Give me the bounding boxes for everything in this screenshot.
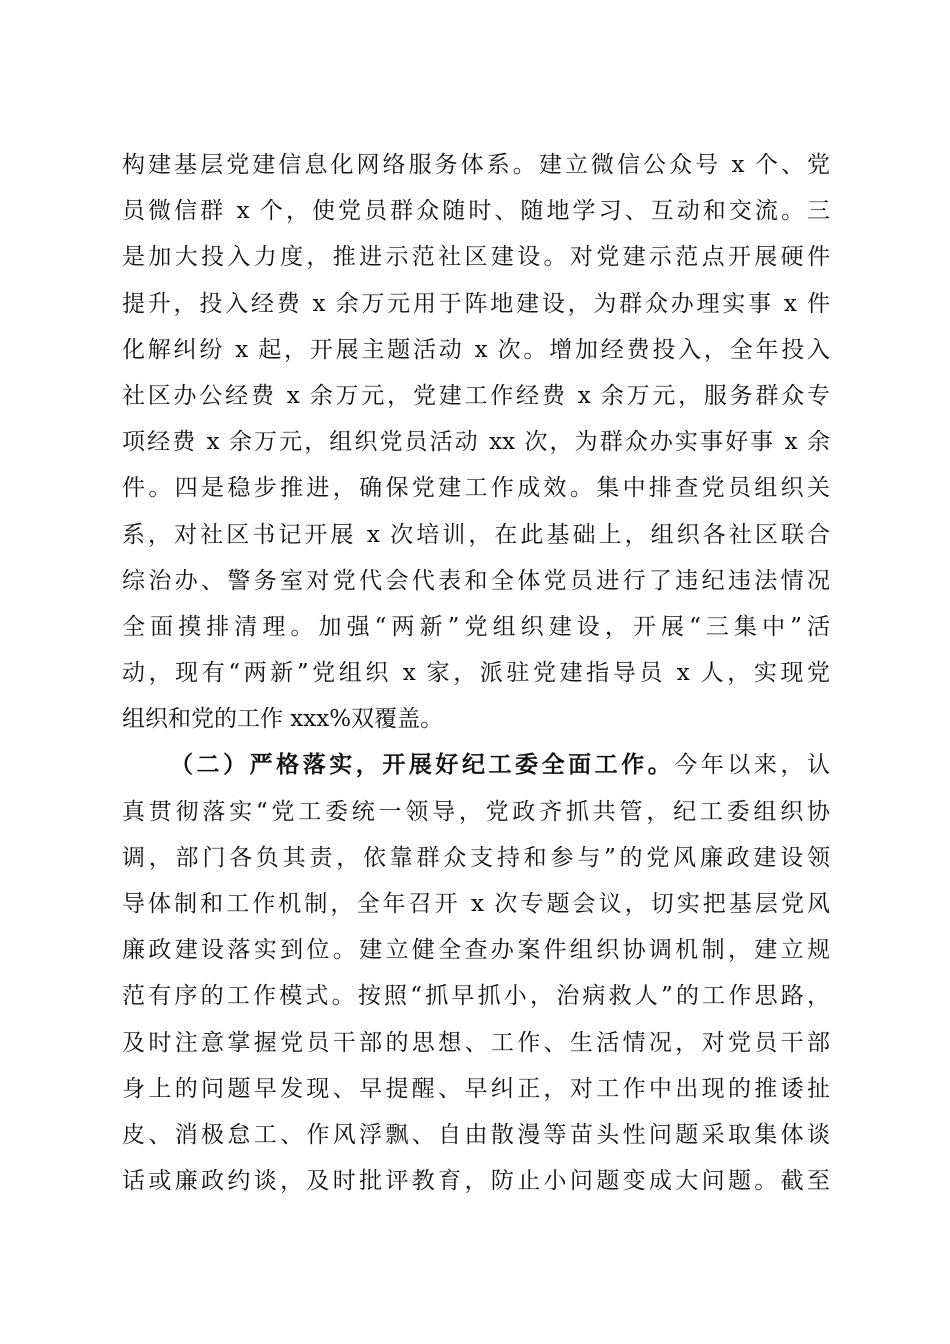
paragraph-2-first-line bbox=[122, 742, 830, 788]
paragraph-2-line: 导体制和工作机制，全年召开 x 次专题会议，切实把基层党风 bbox=[122, 891, 830, 917]
paragraph-2-line: 范有序的工作模式。按照“抓早抓小，治病救人”的工作思路， bbox=[122, 983, 830, 1010]
paragraph-1-line: 项经费 x 余万元，组织党员活动 xx 次，为群众办实事好事 x 余 bbox=[122, 429, 830, 456]
paragraph-1-line: 系，对社区书记开展 x 次培训，在此基础上，组织各社区联合 bbox=[122, 521, 830, 548]
paragraph-1-line: 是加大投入力度，推进示范社区建设。对党建示范点开展硬件 bbox=[122, 244, 830, 271]
paragraph-1-line: 员微信群 x 个，使党员群众随时、随地学习、互动和交流。三 bbox=[122, 198, 830, 225]
paragraph-2-line: 皮、消极怠工、作风浮飘、自由散漫等苗头性问题采取集体谈 bbox=[122, 1121, 830, 1148]
paragraph-1-line: 社区办公经费 x 余万元，党建工作经费 x 余万元，服务群众专 bbox=[122, 382, 830, 409]
paragraph-2-line: 廉政建设落实到位。建立健全查办案件组织协调机制，建立规 bbox=[122, 937, 830, 964]
paragraph-2-line: 及时注意掌握党员干部的思想、工作、生活情况，对党员干部 bbox=[122, 1029, 830, 1056]
paragraph-2-line: 调，部门各负其责，依靠群众支持和参与”的党风廉政建设领 bbox=[122, 844, 830, 871]
paragraph-1-line: 组织和党的工作 xxx%双覆盖。 bbox=[122, 706, 444, 733]
paragraph-1-line: 化解纠纷 x 起，开展主题活动 x 次。增加经费投入，全年投入 bbox=[122, 336, 830, 363]
document-body bbox=[122, 142, 830, 1204]
paragraph-1-line: 全面摸排清理。加强“两新”党组织建设，开展“三集中”活 bbox=[122, 613, 830, 640]
paragraph-2-line: 话或廉政约谈，及时批评教育，防止小问题变成大问题。截至 bbox=[122, 1168, 830, 1195]
paragraph-1-line: 构建基层党建信息化网络服务体系。建立微信公众号 x 个、党 bbox=[122, 152, 830, 178]
section-heading: （二）严格落实，开展好纪工委全面工作。 bbox=[170, 751, 675, 779]
paragraph-2-first-line-text: 今年以来，认 bbox=[674, 752, 831, 779]
paragraph-2-line: 真贯彻落实“党工委统一领导，党政齐抓共管，纪工委组织协 bbox=[122, 798, 830, 825]
paragraph-1-line: 提升，投入经费 x 余万元用于阵地建设，为群众办理实事 x 件 bbox=[122, 290, 830, 317]
paragraph-1-line: 件。四是稳步推进，确保党建工作成效。集中排查党员组织关 bbox=[122, 475, 830, 502]
paragraph-2-line: 身上的问题早发现、早提醒、早纠正，对工作中出现的推诿扯 bbox=[122, 1075, 830, 1102]
paragraph-1-line: 动，现有“两新”党组织 x 家，派驻党建指导员 x 人，实现党 bbox=[122, 660, 830, 687]
paragraph-1-line: 综治办、警务室对党代会代表和全体党员进行了违纪违法情况 bbox=[122, 567, 830, 594]
